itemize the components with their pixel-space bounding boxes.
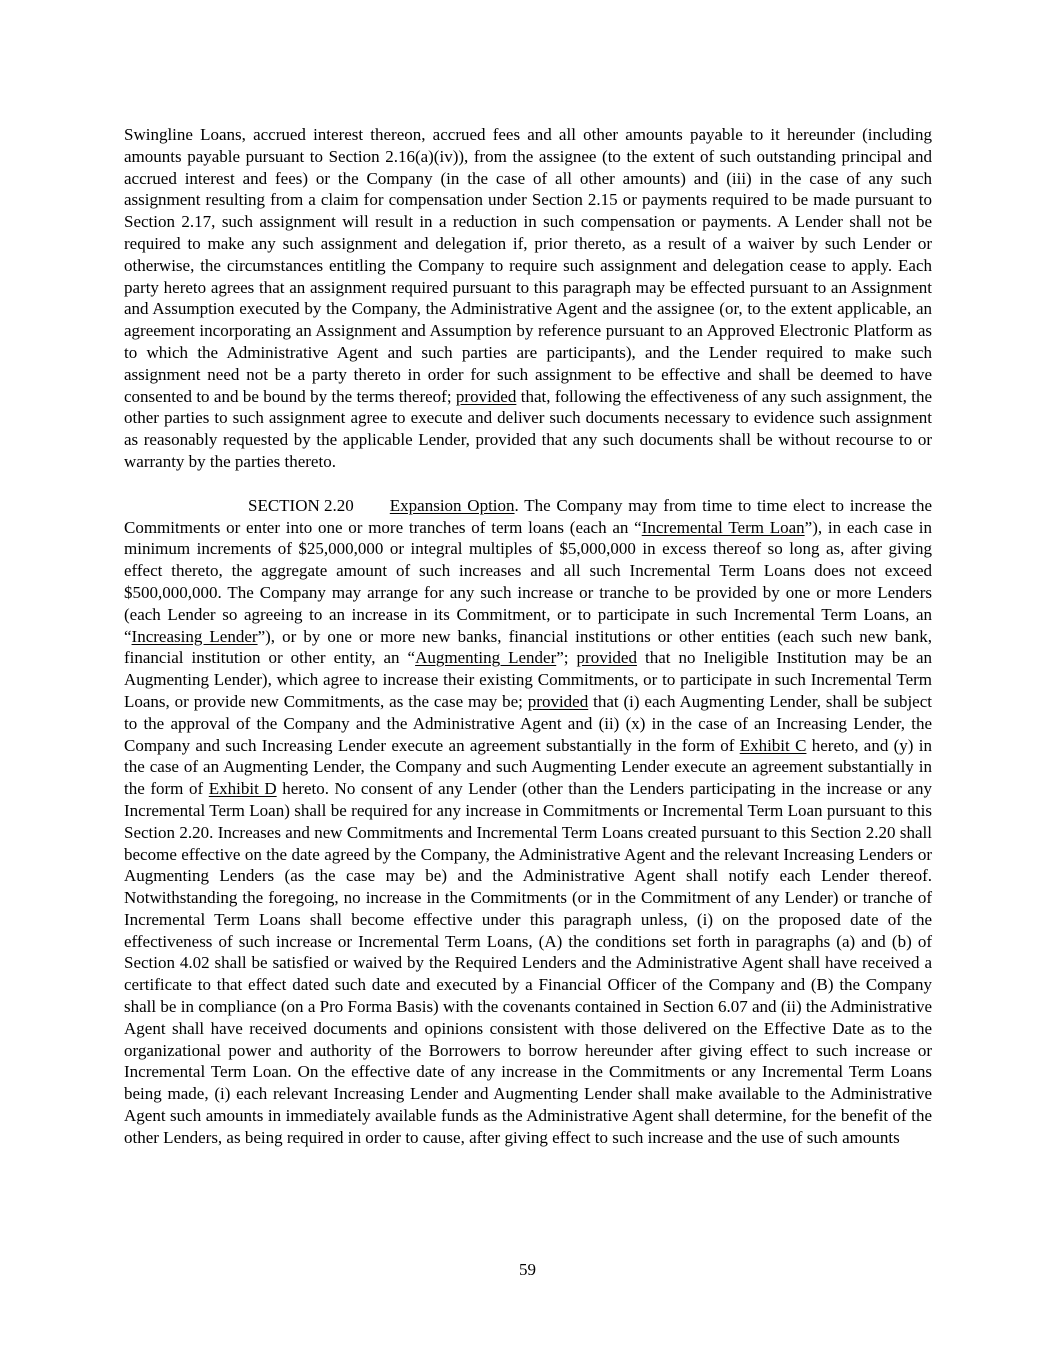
text-run: that, following the effectiveness of any such assignment, the other parties to such assignment agree to execute and deliver such documents necessary to evidence such assignment as reasonably requested by the applicable Lender, provided that any such documents shall be without recourse to or warranty by the parties thereto. (124, 386, 933, 471)
page-number: 59 (519, 1260, 536, 1279)
body-text (124, 124, 932, 1149)
text-run: ”; (556, 648, 577, 668)
text-run: ”), in each case in minimum increments of $25,000,000 or integral multiples of $5,000,000 in excess thereof so long as, after giving effect thereto, the aggregate amount of such increases and all such Incremental Term Loans does not exceed $500,000,000. The Company may arrange for any such increase or tranche to be provided by one or more Lenders (each Lender so agreeing to an increase in its Commitment, or to participate in such Incremental Term Loans, an “ (124, 517, 932, 646)
text-run: that no Ineligible Institution may be an Augmenting Lender), which agree to increase their existing Commitments, or to participate in such Incremental Term Loans, or provide new Commitments, as the case may be; (124, 648, 932, 711)
underlined-term: provided (527, 691, 589, 711)
text-run: Swingline Loans, accrued interest thereon, accrued fees and all other amounts payable to it hereunder (including amounts payable pursuant to Section 2.16(a)(iv)), from the assignee (to the extent of such outstanding principal and accrued interest and fees) or the Company (in the case of all other amounts) and (iii) in the case of any such assignment resulting from a claim for compensation under Section 2.15 or payments required to be made pursuant to Section 2.17, such assignment will result in a reduction in such compensation or payments. A Lender shall not be required to make any such assignment and delegation if, prior thereto, as a result of a waiver by such Lender or otherwise, the circumstances entitling the Company to require such assignment and delegation cease to apply. Each party hereto agrees that an assignment required pursuant to this paragraph may be effected pursuant to an Assignment and Assumption executed by the Company, the Administrative Agent and the assignee (or, to the extent applicable, an agreement incorporating an Assignment and Assumption by reference pursuant to an Approved Electronic Platform as to which the Administrative Agent and such parties are participants), and the Lender required to make such assignment need not be a party thereto in order for such assignment to be effective and shall be deemed to have consented to and be bound by the terms thereof; (124, 125, 932, 406)
text-run: hereto. No consent of any Lender (other than the Lenders participating in the increase or any Incremental Term Loan) shall be required for any increase in Commitments or Incremental Term Loan pursuant to this Section 2.20. Increases and new Commitments and Incremental Term Loans created pursuant to this Section 2.20 shall become effective on the date agreed by the Company, the Administrative Agent and the relevant Increasing Lenders or Augmenting Lenders (as the case may be) and the Administrative Agent shall notify each Lender thereof. Notwithstanding the foregoing, no increase in the Commitments (or in the Commitment of any Lender) or tranche of Incremental Term Loans shall become effective under this paragraph unless, (i) on the proposed date of the effectiveness of such increase or Incremental Term Loans, (A) the conditions set forth in paragraphs (a) and (b) of Section 4.02 shall be satisfied or waived by the Required Lenders and the Administrative Agent shall have received a certificate to that effect dated such date and executed by a Financial Officer of the Company and (B) the Company shall be in compliance (on a Pro Forma Basis) with the covenants contained in Section 6.07 and (ii) the Administrative Agent shall have received documents and opinions consistent with those delivered on the Effective Date as to the organizational power and authority of the Borrowers to borrow hereunder after giving effect to such increase or Incremental Term Loan. On the effective date of any increase in the Commitments or any Incremental Term Loans being made, (i) each relevant Increasing Lender and Augmenting Lender shall make available to the Administrative Agent such amounts in immediately available funds as the Administrative Agent shall determine, for the benefit of the other Lenders, as being required in order to cause, after giving effect to such increase and the use of such amounts (124, 779, 932, 1147)
defined-term-augmenting-lender: Augmenting Lender (415, 648, 557, 668)
section-number: SECTION 2.20 (248, 495, 354, 515)
exhibit-c-reference: Exhibit C (739, 735, 807, 755)
text-run: hereto, and (y) in the case of an Augmenting Lender, the Company and such Augmenting Lender execute an agreement substantially in the form of (124, 735, 932, 799)
text-run: that (i) each Augmenting Lender, shall be subject to the approval of the Company and the Administrative Agent and (ii) (x) in the case of an Increasing Lender, the Company and such Increasing Lender execute an agreement substantially in the form of (124, 691, 932, 755)
underlined-term: provided (455, 386, 517, 406)
underlined-term: provided (576, 648, 637, 668)
exhibit-d-reference: Exhibit D (208, 779, 277, 799)
paragraph-assignment-continuation (124, 124, 932, 473)
paragraph-section-2-20 (124, 495, 932, 1149)
defined-term-increasing-lender: Increasing Lender (131, 626, 258, 646)
text-run: ”), or by one or more new banks, financial institutions or other entities (each such new bank, financial institution or other entity, an “ (124, 626, 933, 668)
text-run: . The Company may from time to time elect to increase the Commitments or enter into one or more tranches of term loans (each an “ (124, 495, 932, 537)
defined-term-incremental-term-loan: Incremental Term Loan (641, 517, 805, 537)
section-heading: Expansion Option (389, 495, 515, 515)
